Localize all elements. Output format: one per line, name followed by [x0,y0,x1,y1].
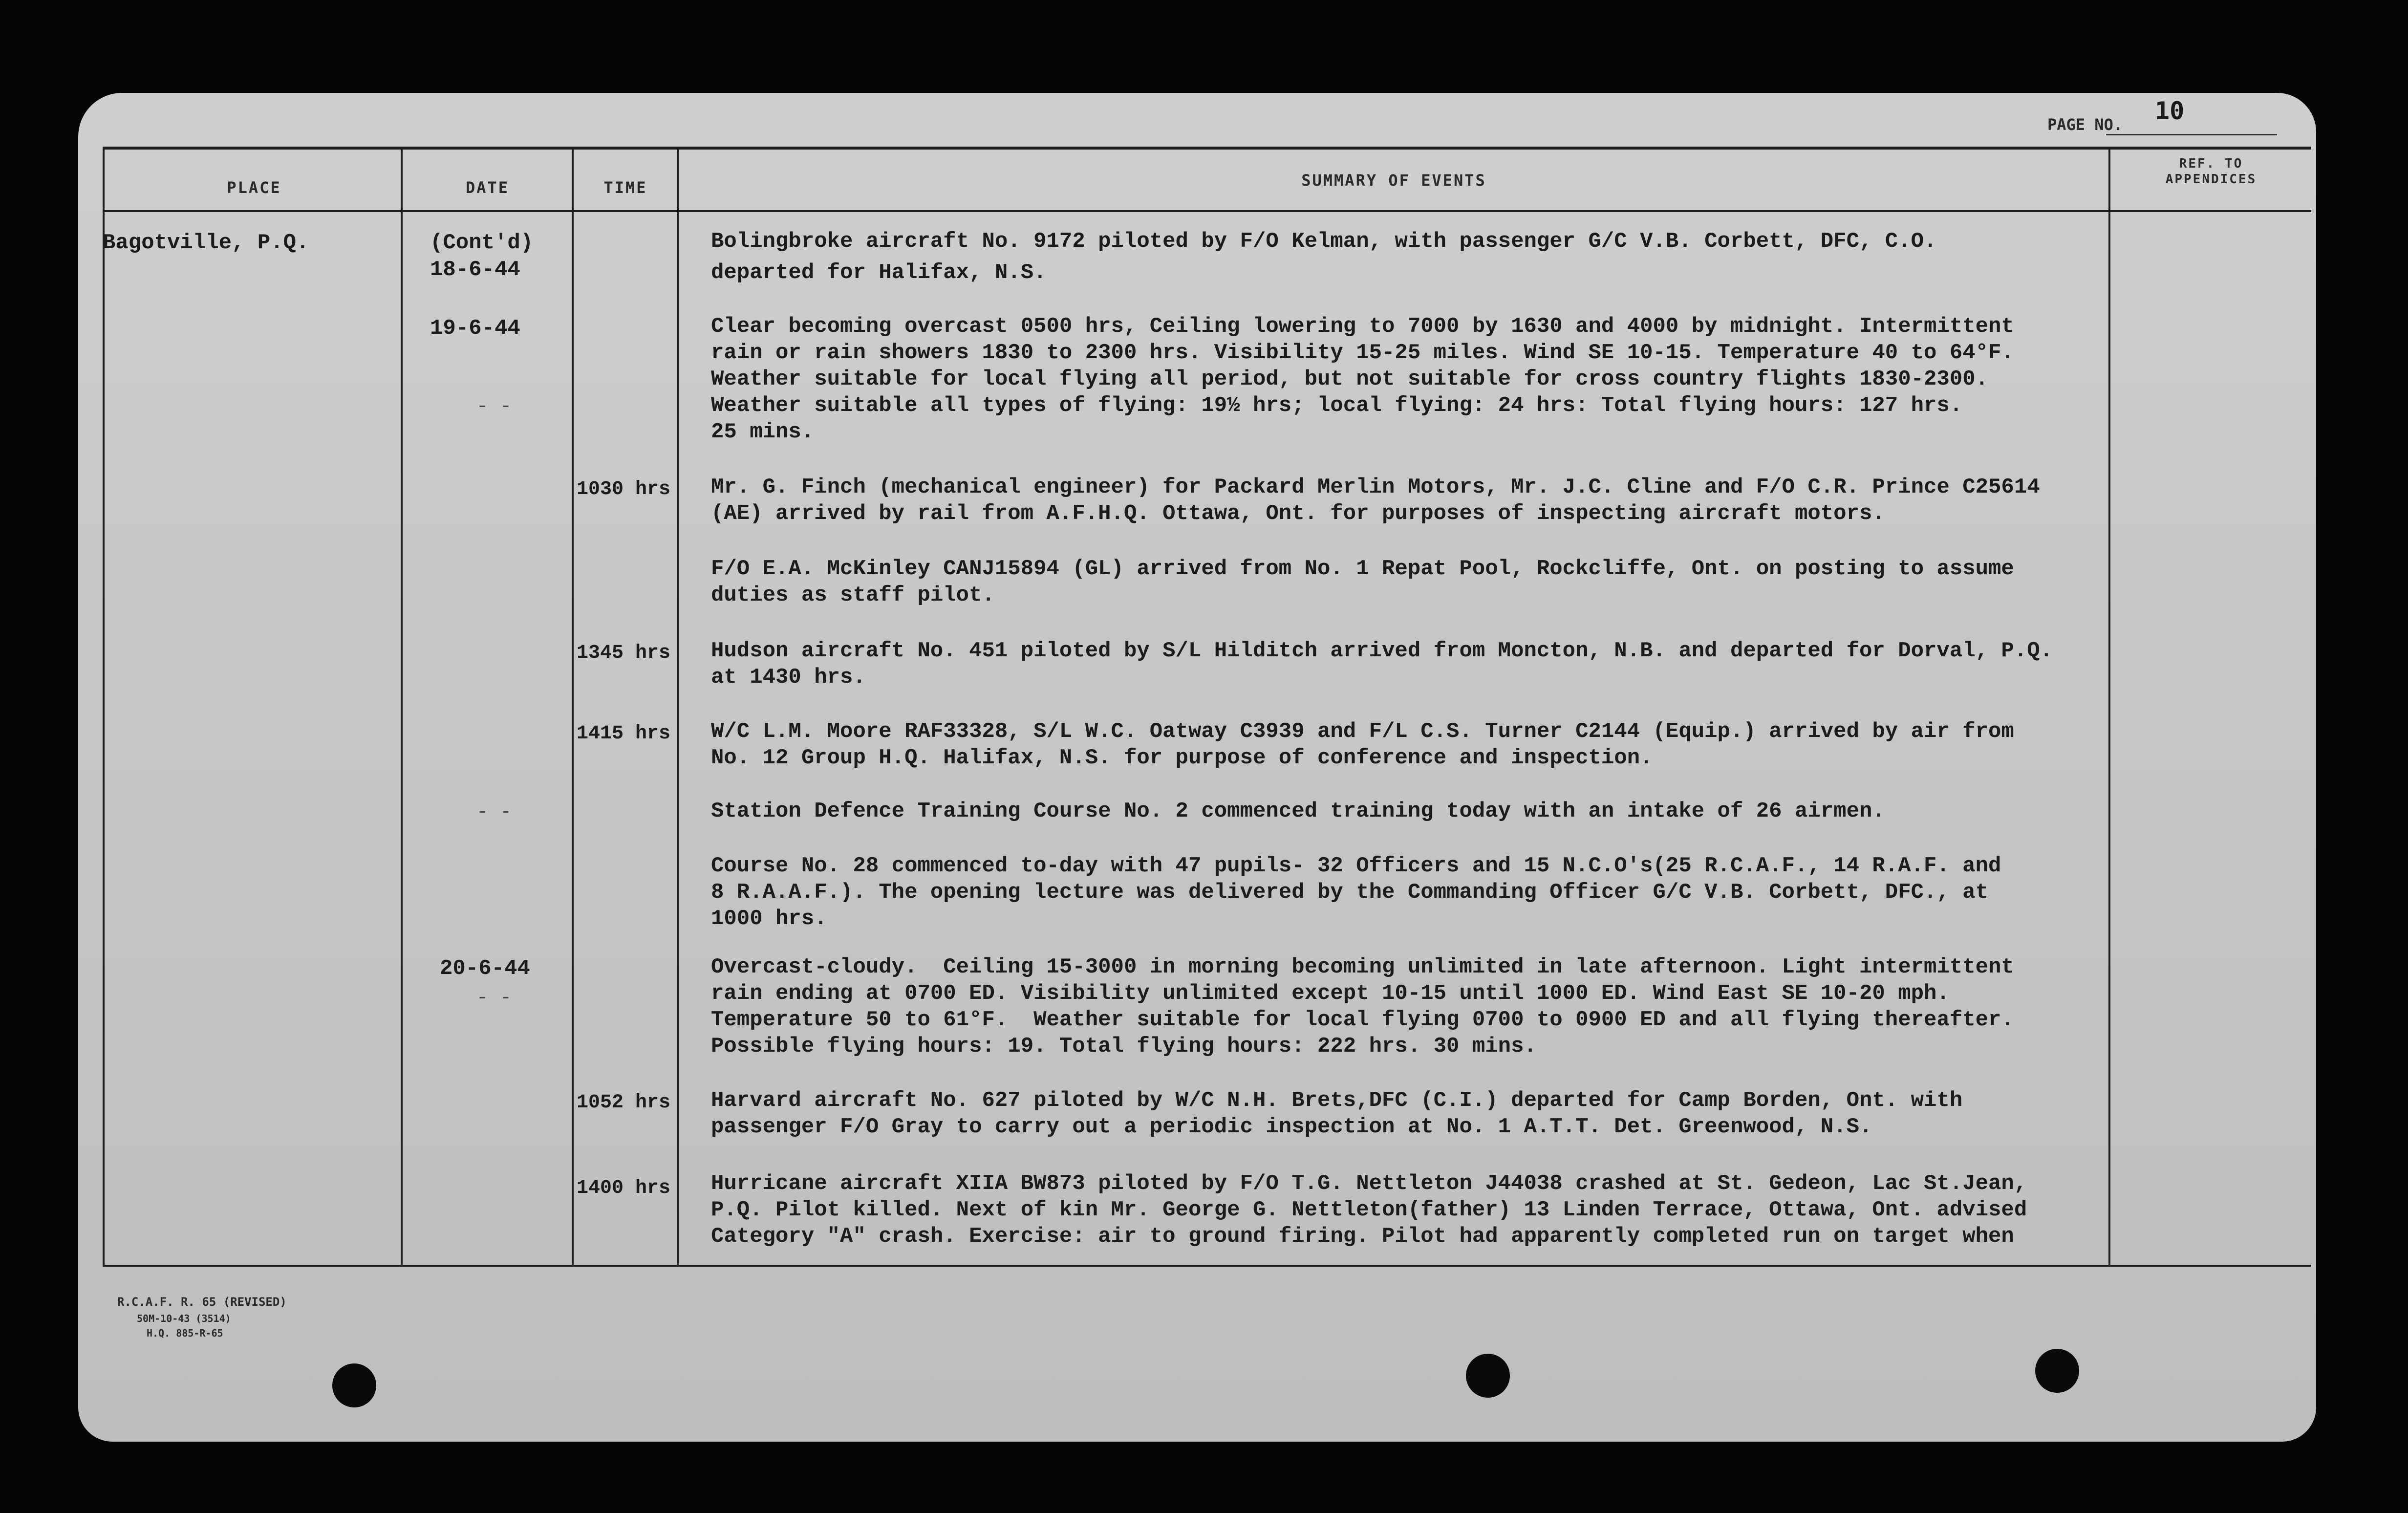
entry-line: Course No. 28 commenced to-day with 47 pupils- 32 Officers and 15 N.C.O's(25 R.C.A.F., 14 R.A.F. and [711,854,2001,878]
page-number-underline [2106,134,2277,135]
entry-line: Temperature 50 to 61°F. Weather suitable for local flying 0700 to 0900 ED and all flying thereafter. [711,1008,2014,1032]
entry-line: F/O E.A. McKinley CANJ15894 (GL) arrived from No. 1 Repat Pool, Rockcliffe, Ont. on posting to assume [711,557,2014,581]
entry-line: departed for Halifax, N.S. [711,260,1047,285]
form-print-code: 50M-10-43 (3514) [137,1313,231,1324]
date-continued: (Cont'd) [430,231,534,255]
date-dash-mark: - - [476,801,512,823]
entry-line: 25 mins. [711,420,815,444]
entry-line: rain ending at 0700 ED. Visibility unlimited except 10-15 until 1000 ED. Wind East SE 10-20 mph. [711,981,1950,1006]
place-cell: Bagotville, P.Q. [103,231,309,255]
entry-line: duties as staff pilot. [711,583,995,607]
date-dash-mark: - - [476,987,512,1009]
entry-line: No. 12 Group H.Q. Halifax, N.S. for purpose of conference and inspection. [711,746,1653,770]
entry-line: Overcast-cloudy. Ceiling 15-3000 in morning becoming unlimited in late afternoon. Light intermittent [711,955,2014,979]
entry-line: W/C L.M. Moore RAF33328, S/L W.C. Oatway C3939 and F/L C.S. Turner C2144 (Equip.) arrived by air from [711,719,2014,744]
column-rule-date-time [572,147,574,1266]
top-rule [103,147,2311,150]
date-19-6-44: 19-6-44 [430,316,520,341]
binder-hole [1466,1354,1510,1398]
entry-line: Weather suitable for local flying all period, but not suitable for cross country flights 1830-2300. [711,367,1989,391]
header-ref-line2: APPENDICES [2165,172,2257,187]
date-20-6-44: 20-6-44 [440,956,530,981]
entry-line: Bolingbroke aircraft No. 9172 piloted by F/O Kelman, with passenger G/C V.B. Corbett, DFC, C.O. [711,229,1937,254]
date-dash-mark: - - [476,396,512,418]
entry-line: (AE) arrived by rail from A.F.H.Q. Ottawa, Ont. for purposes of inspecting aircraft motors. [711,501,1885,526]
page-number: 10 [2155,97,2185,125]
entry-line: Harvard aircraft No. 627 piloted by W/C N.H. Brets,DFC (C.I.) departed for Camp Borden, Ont. with [711,1088,1963,1113]
entry-line: Clear becoming overcast 0500 hrs, Ceiling lowering to 7000 by 1630 and 4000 by midnight. Intermittent [711,314,2014,339]
entry-line: Category "A" crash. Exercise: air to ground firing. Pilot had apparently completed run on target when [711,1224,2014,1249]
column-rule-place-date [401,147,403,1266]
binder-hole [2035,1349,2079,1393]
header-date: DATE [465,178,510,197]
entry-line: Mr. G. Finch (mechanical engineer) for Packard Merlin Motors, Mr. J.C. Cline and F/O C.R. Prince C25614 [711,475,2040,499]
header-time: TIME [603,178,647,197]
column-rule-summary-ref [2108,147,2110,1266]
entry-line: Station Defence Training Course No. 2 commenced training today with an intake of 26 airmen. [711,799,1885,823]
time-1400: 1400 hrs [577,1177,671,1199]
column-rule-left [103,147,105,1267]
time-1415: 1415 hrs [577,723,671,745]
entry-line: 8 R.A.A.F.). The opening lecture was delivered by the Commanding Officer G/C V.B. Corbett, DFC., at [711,880,1989,905]
entry-line: P.Q. Pilot killed. Next of kin Mr. George G. Nettleton(father) 13 Linden Terrace, Ottawa, Ont. advised [711,1198,2027,1222]
header-rule [103,210,2311,212]
entry-line: Hudson aircraft No. 451 piloted by S/L Hilditch arrived from Moncton, N.B. and departed for Dorval, P.Q. [711,639,2053,663]
entry-line: Weather suitable all types of flying: 19½ hrs; local flying: 24 hrs: Total flying hours: 127 hrs. [711,393,1963,418]
page-number-label: PAGE NO. [2047,115,2123,134]
binder-hole [332,1363,376,1407]
entry-line: Possible flying hours: 19. Total flying hours: 222 hrs. 30 mins. [711,1034,1537,1059]
record-sheet [78,93,2316,1442]
entry-line: at 1430 hrs. [711,665,866,690]
header-summary: SUMMARY OF EVENTS [1301,171,1486,190]
form-hq-code: H.Q. 885-R-65 [147,1327,223,1339]
header-place: PLACE [227,178,281,197]
time-1030: 1030 hrs [577,478,671,500]
entry-line: passenger F/O Gray to carry out a periodic inspection at No. 1 A.T.T. Det. Greenwood, N.S. [711,1115,1872,1139]
bottom-rule [103,1265,2311,1267]
entry-line: Hurricane aircraft XIIA BW873 piloted by F/O T.G. Nettleton J44038 crashed at St. Gedeon, Lac St.Jean, [711,1171,2027,1196]
header-ref-line1: REF. TO [2179,156,2243,171]
column-rule-time-summary [677,147,679,1266]
time-1345: 1345 hrs [577,642,671,664]
date-18-6-44: 18-6-44 [430,258,520,282]
entry-line: 1000 hrs. [711,907,827,931]
form-number: R.C.A.F. R. 65 (REVISED) [117,1295,287,1309]
entry-line: rain or rain showers 1830 to 2300 hrs. Visibility 15-25 miles. Wind SE 10-15. Temperature 40 to 64°F. [711,341,2014,365]
time-1052: 1052 hrs [577,1092,671,1114]
